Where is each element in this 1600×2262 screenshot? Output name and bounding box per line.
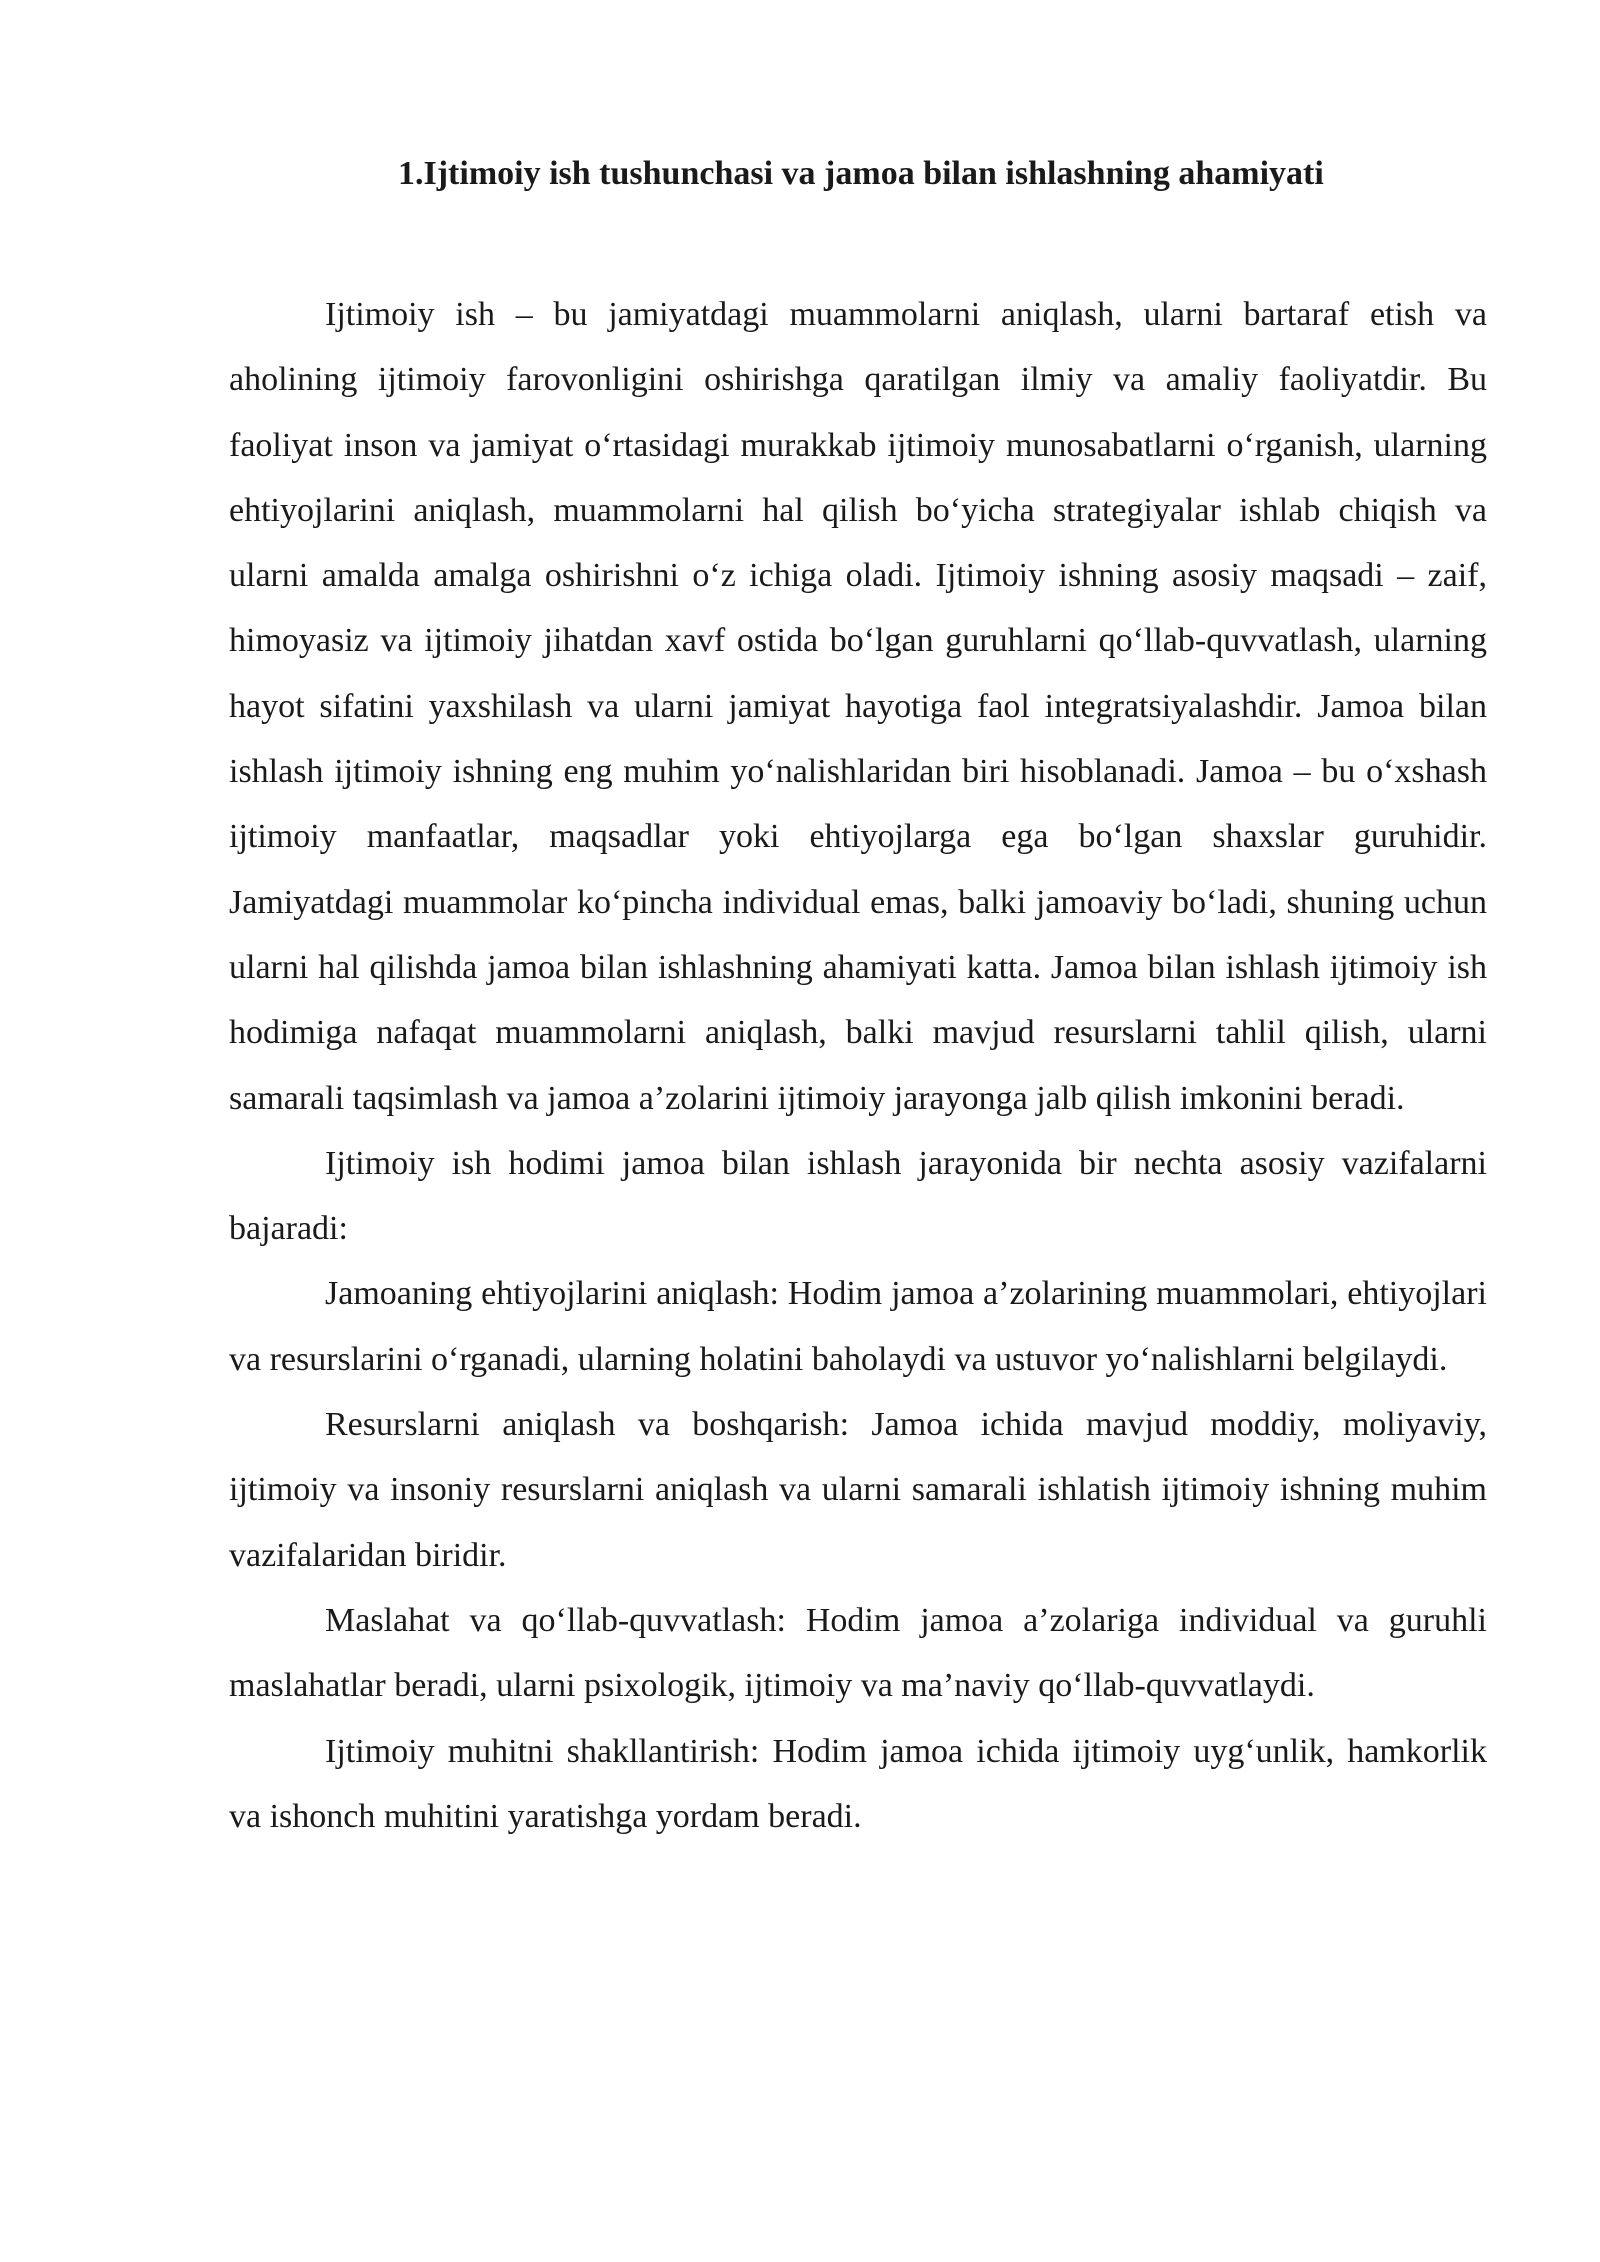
paragraph-tasks-intro: Ijtimoiy ish hodimi jamoa bilan ishlash jarayonida bir nechta asosiy vazifalarni bajaradi: — [229, 1144, 1487, 1248]
paragraph-counseling: Maslahat va qo‘llab-quvvatlash: Hodim jamoa a’zolariga individual va guruhli maslahatlar beradi, ularni psixologik, ijtimoiy va ma’naviy qo‘llab-quvvatlaydi. — [229, 1601, 1487, 1705]
paragraph-resources: Resurslarni aniqlash va boshqarish: Jamoa ichida mavjud moddiy, moliyaviy, ijtimoiy va insoniy resurslarni aniqlash va ularni samarali ishlatish ijtimoiy ishning muhim vazifalaridan biridir. — [229, 1406, 1487, 1574]
paragraph-environment: Ijtimoiy muhitni shakllantirish: Hodim jamoa ichida ijtimoiy uyg‘unlik, hamkorlik va ishonch muhitini yaratishga yordam beradi. — [229, 1732, 1487, 1835]
paragraph-intro: Ijtimoiy ish – bu jamiyatdagi muammolarni aniqlash, ularni bartaraf etish va aholining ijtimoiy farovonligini oshirishga qaratilgan ilmiy va amaliy faoliyatdir. Bu faoliyat inson va jamiyat o‘rtasidagi murakkab ijtimoiy munosabatlarni o‘rganish, ularning ehtiyojlarini aniqlash, muammolarni hal qilish bo‘yicha strategiyalar ishlab chiqish va ularni amalda amalga oshirishni o‘z ichiga oladi. Ijtimoiy ishning asosiy maqsadi – zaif, himoyasiz va ijtimoiy jihatdan xavf ostida bo‘lgan guruhlarni qo‘llab-quvvatlash, ularning hayot sifatini yaxshilash va ularni jamiyat hayotiga faol integratsiyalashdir. Jamoa bilan ishlash ijtimoiy ishning eng muhim yo‘nalishlaridan biri hisoblanadi. Jamoa – bu o‘xshash ijtimoiy manfaatlar, maqsadlar yoki ehtiyojlarga ega bo‘lgan shaxslar guruhidir. Jamiyatdagi muammolar ko‘pincha individual emas, balki jamoaviy bo‘ladi, shuning uchun ularni hal qilishda jamoa bilan ishlashning ahamiyati katta. Jamoa bilan ishlash ijtimoiy ish hodimiga nafaqat muammolarni aniqlash, balki mavjud resurslarni tahlil qilish, ularni samarali taqsimlash va jamoa a’zolarini ijtimoiy jarayonga jalb qilish imkonini beradi. — [229, 296, 1487, 1117]
section-title: 1.Ijtimoiy ish tushunchasi va jamoa bilan ishlashning ahamiyati — [398, 155, 1324, 192]
document-body — [229, 282, 1487, 1849]
paragraph-needs: Jamoaning ehtiyojlarini aniqlash: Hodim jamoa a’zolarining muammolari, ehtiyojlari va resurslarini o‘rganadi, ularning holatini baholaydi va ustuvor yo‘nalishlarni belgilaydi. — [229, 1275, 1487, 1378]
